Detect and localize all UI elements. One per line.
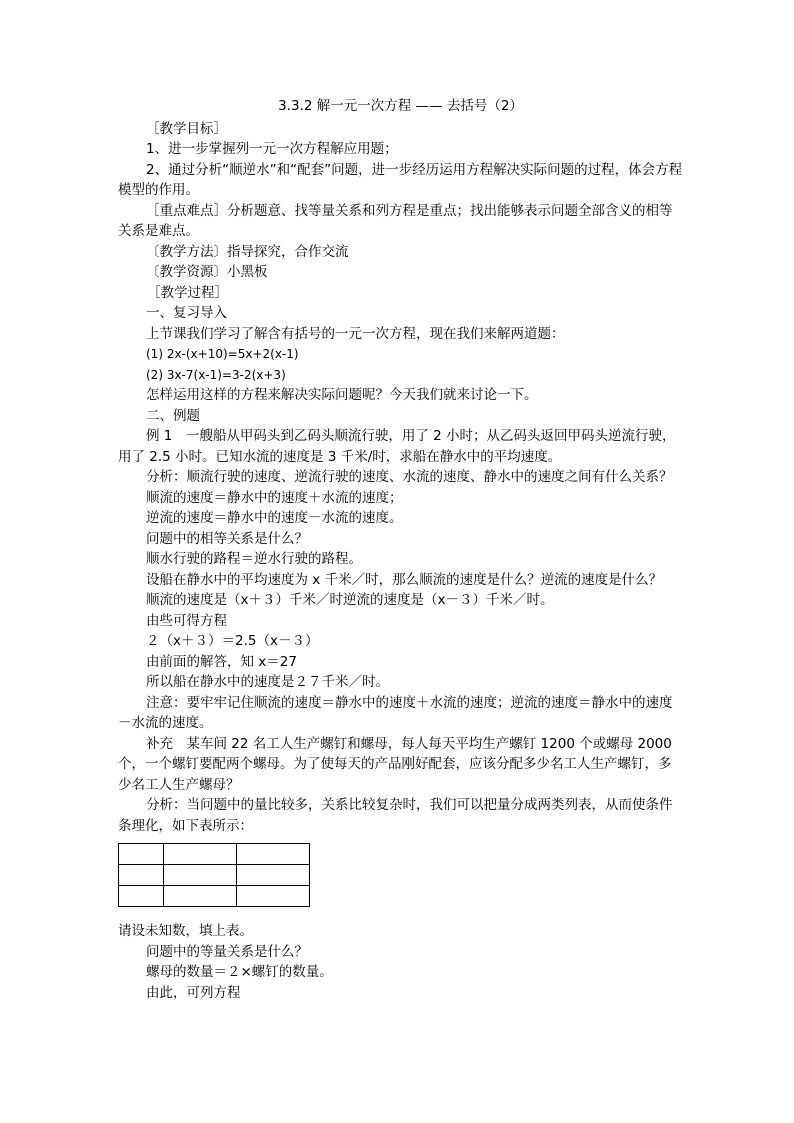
table-cell [237,844,310,865]
analysis-2: 分析：当问题中的量比较多，关系比较复杂时，我们可以把量分成两类列表，从而使条件条理化，如下表所示： [118,797,673,834]
relation-upstream: 逆流的速度＝静水中的速度－水流的速度。 [146,510,403,526]
equation-1: (1) 2x-(x+10)=5x+2(x-1) [146,347,299,361]
table-cell [164,886,237,907]
table-cell [237,865,310,886]
example-1: 例 1 一艘船从甲码头到乙码头顺流行驶，用了 2 小时；从乙码头返回甲码头逆流行驶，用了 2.5 小时。已知水流的速度是 3 千米/时，求船在静水中的平均速度。 [118,428,676,465]
teaching-resources: 〔教学资源〕小黑板 [146,264,268,280]
conclude-text: 由此，可列方程 [146,984,241,1001]
table-cell [119,844,164,865]
from-this-text: 由些可得方程 [146,612,227,629]
table-cell [119,865,164,886]
empty-table [118,843,310,907]
answer-equal-relation-2: 螺母的数量＝２×螺钉的数量。 [146,964,333,980]
transition-text: 怎样运用这样的方程来解决实际问题呢？今天我们就来讨论一下。 [146,387,538,403]
analysis-1: 分析：顺流行驶的速度、逆流行驶的速度、水流的速度、静水中的速度之间有什么关系？ [146,469,673,485]
goal-2: 2、通过分析“顺逆水”和“配套”问题，进一步经历运用方程解决实际问题的过程，体会方程模型的作用。 [118,161,683,198]
goals-heading: ［教学目标］ [146,120,227,137]
equation-2: (2) 3x-7(x-1)=3-2(x+3) [146,367,286,382]
table-cell [164,844,237,865]
question-equal-relation: 问题中的相等关系是什么？ [146,530,308,547]
question-equal-relation-2: 问题中的等量关系是什么？ [146,943,308,960]
solution-text: 由前面的解答，知 x＝27 [146,653,297,670]
table-cell [237,886,310,907]
relation-downstream: 顺流的速度＝静水中的速度＋水流的速度； [146,489,403,506]
goal-1: 1、进一步掌握列一元一次方程解应用题； [146,141,398,157]
review-intro: 上节课我们学习了解含有括号的一元一次方程，现在我们来解两道题： [146,325,565,342]
document-title: 3.3.2 解一元一次方程 —— 去括号（2） [278,98,523,114]
answer-text: 所以船在静水中的速度是２７千米／时。 [146,674,389,690]
answer-equal-relation: 顺水行驶的路程＝逆水行驶的路程。 [146,551,362,567]
section-examples: 二、例题 [146,407,200,424]
set-variable: 设船在静水中的平均速度为 x 千米／时，那么顺流的速度是什么？逆流的速度是什么？ [146,571,663,588]
table-cell [164,865,237,886]
table-row [119,886,310,907]
equation-main: ２（x＋３）＝2.5（x－３） [146,633,319,649]
document-page [118,96,683,1003]
teaching-method: 〔教学方法〕指导探究，合作交流 [146,243,349,260]
section-review: 一、复习导入 [146,305,227,321]
table-row [119,844,310,865]
key-points: ［重点难点］分析题意、找等量关系和列方程是重点；找出能够表示问题全部含义的相等关系是难点。 [118,202,673,239]
process-heading: ［教学过程］ [147,284,228,301]
table-cell [119,886,164,907]
supplement-problem: 补充 某车间 22 名工人生产螺钉和螺母，每人每天平均生产螺钉 1200 个或螺母 2000 个，一个螺钉要配两个螺母。为了使每天的产品刚好配套，应该分配多少名工人生产螺钉，多少名工人生产螺母？ [118,735,672,793]
table-row [119,865,310,886]
speed-expressions: 顺流的速度是（x＋３）千米／时逆流的速度是（x－３）千米／时。 [146,592,554,608]
note-text: 注意：要牢牢记住顺流的速度＝静水中的速度＋水流的速度；逆流的速度＝静水中的速度－水流的速度。 [118,694,673,731]
fill-table-instruction: 请设未知数，填上表。 [118,923,253,939]
